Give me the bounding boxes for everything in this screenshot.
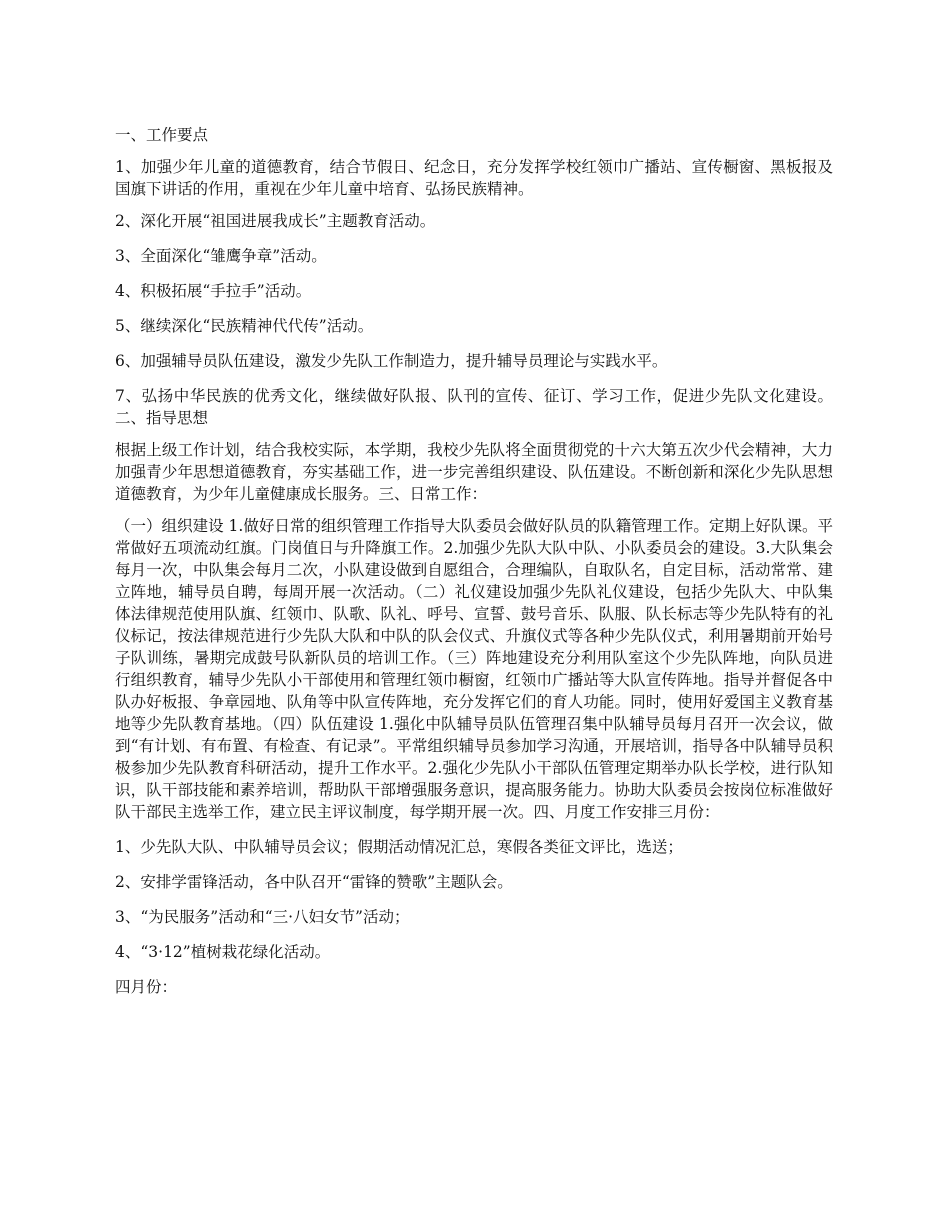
section-heading-work-points: 一、工作要点 [115,126,209,144]
march-item-4: 4、“3·12”植树栽花绿化活动。 [115,943,331,961]
march-item-3: 3、“为民服务”活动和“三·八妇女节”活动； [115,908,410,926]
march-item-2: 2、安排学雷锋活动，各中队召开“雷锋的赞歌”主题队会。 [115,873,513,891]
work-point-3: 3、全面深化“雏鹰争章”活动。 [115,247,327,265]
work-point-6: 6、加强辅导员队伍建设，激发少先队工作制造力，提升辅导员理论与实践水平。 [115,352,668,370]
document-page [115,124,833,1008]
march-item-1: 1、少先队大队、中队辅导员会议；假期活动情况汇总，寒假各类征文评比，选送； [115,838,683,856]
guiding-thought-paragraph: 根据上级工作计划，结合我校实际，本学期，我校少先队将全面贯彻党的十六大第五次少代会精神，大力加强青少年思想道德教育，夯实基础工作，进一步完善组织建设、队伍建设。不断创新和深化少先队思想道德教育，为少年儿童健康成长服务。三、日常工作： [115,441,833,503]
work-point-5: 5、继续深化“民族精神代代传”活动。 [115,317,374,335]
april-heading: 四月份： [115,978,178,996]
work-point-7: 7、弘扬中华民族的优秀文化，继续做好队报、队刊的宣传、征订、学习工作，促进少先队文化建设。二、指导思想 [115,387,833,427]
work-point-1: 1、加强少年儿童的道德教育，结合节假日、纪念日，充分发挥学校红领巾广播站、宣传橱窗、黑板报及国旗下讲话的作用，重视在少年儿童中培育、弘扬民族精神。 [115,158,833,198]
daily-work-paragraph: （一）组织建设 1.做好日常的组织管理工作指导大队委员会做好队员的队籍管理工作。定期上好队课。平常做好五项流动红旗。门岗值日与升降旗工作。2.加强少先队大队中队、小队委员会的建设。3.大队集会每月一次，中队集会每月二次，小队建设做到自愿组合，合理编队，自取队名，自定目标，活动常常、建立阵地，辅导员自聘，每周开展一次活动。（二）礼仪建设加强少先队礼仪建设，包括少先队大、中队集体法律规范使用队旗、红领巾、队歌、队礼、呼号、宣誓、鼓号音乐、队服、队长标志等少先队特有的礼仪标记，按法律规范进行少先队大队和中队的队会仪式、升旗仪式等各种少先队仪式，利用暑期前开始号子队训练，暑期完成鼓号队新队员的培训工作。（三）阵地建设充分利用队室这个少先队阵地，向队员进行组织教育，辅导少先队小干部使用和管理红领巾橱窗，红领巾广播站等大队宣传阵地。指导并督促各中队办好板报、争章园地、队角等中队宣传阵地，充分发挥它们的育人功能。同时，使用好爱国主义教育基地等少先队教育基地。（四）队伍建设 1.强化中队辅导员队伍管理召集中队辅导员每月召开一次会议，做到“有计划、有布置、有检查、有记录”。平常组织辅导员参加学习沟通，开展培训，指导各中队辅导员积极参加少先队教育科研活动，提升工作水平。2.强化少先队小干部队伍管理定期举办队长学校，进行队知识，队干部技能和素养培训，帮助队干部增强服务意识，提高服务能力。协助大队委员会按岗位标准做好队干部民主选举工作，建立民主评议制度，每学期开展一次。四、月度工作安排三月份： [115,517,833,821]
work-point-2: 2、深化开展“祖国进展我成长”主题教育活动。 [115,212,436,230]
work-point-4: 4、积极拓展“手拉手”活动。 [115,282,312,300]
